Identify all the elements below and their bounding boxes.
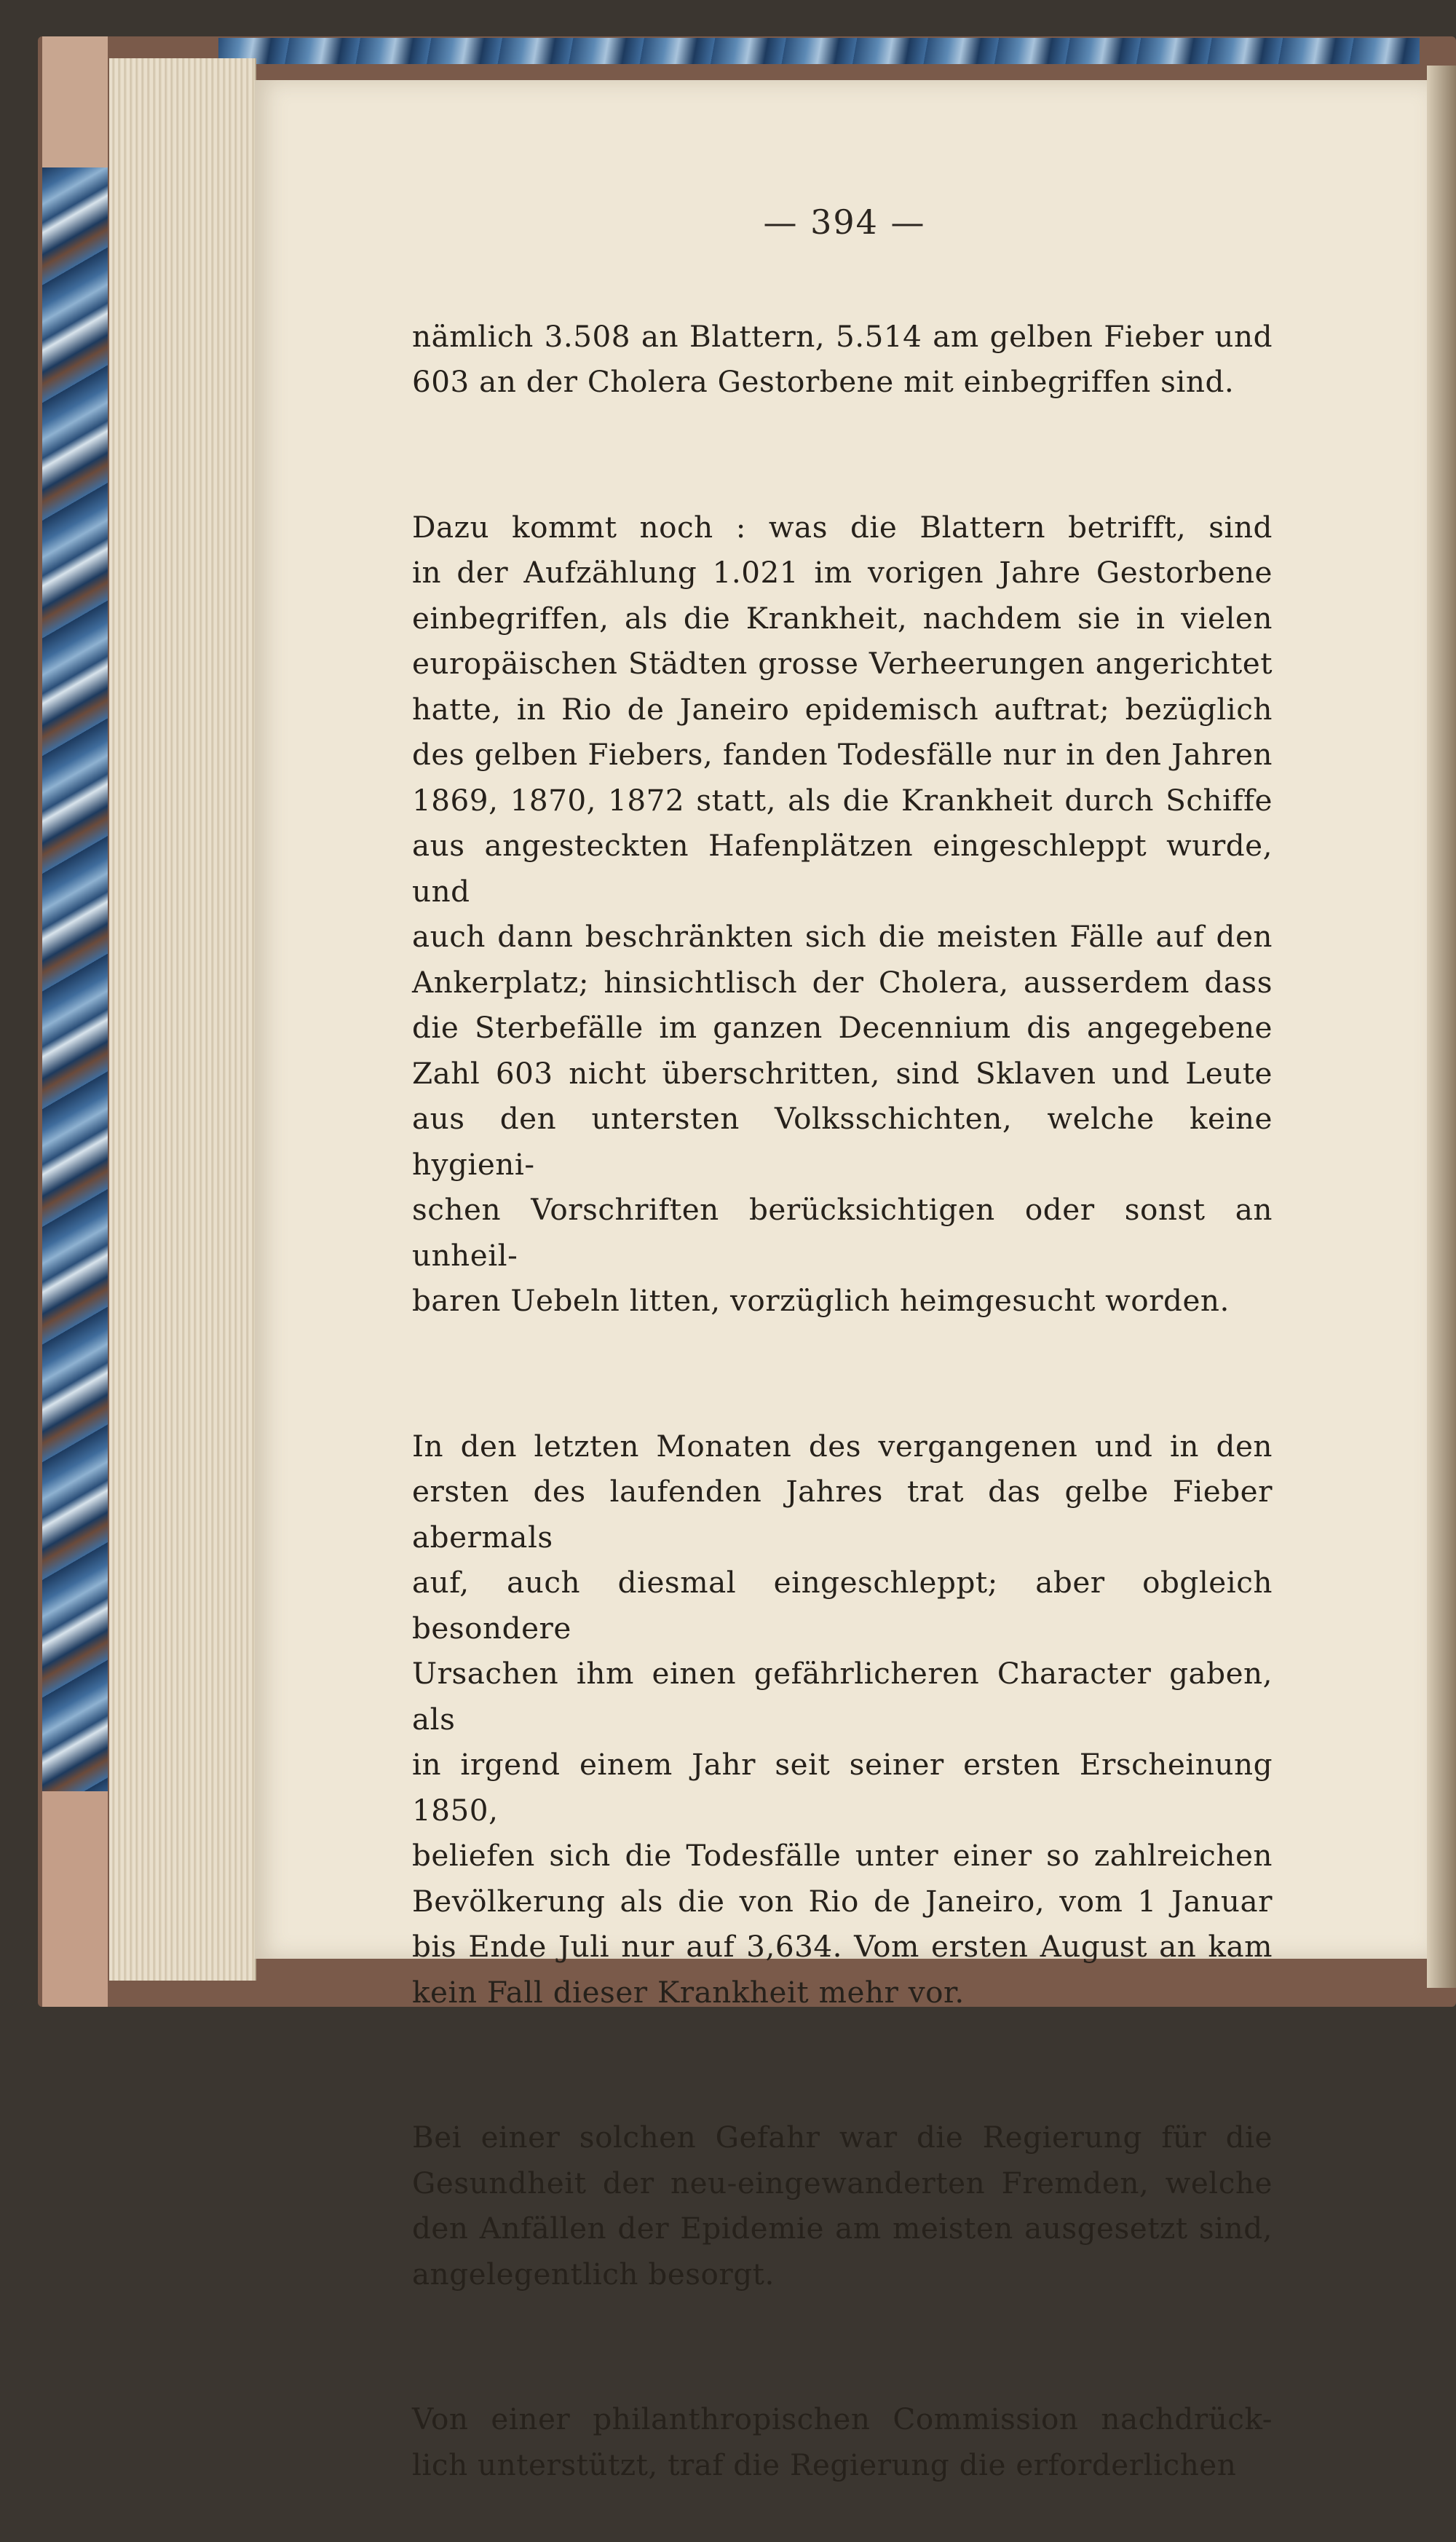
- paragraph-3: [412, 1378, 1273, 2061]
- paragraph-4-last-line: angelegentlich besorgt.: [412, 2256, 775, 2292]
- gutter-shadow: [1427, 66, 1456, 1988]
- paragraph-3-body: In den letzten Monaten des vergangenen und in den ersten des laufenden Jahres trat das gelbe Fieber abermals auf, auch diesmal eingeschleppt; aber obgleich besondere Ursachen ihm einen gefährlicheren Character gaben, als in irgend einem Jahr seit seiner ersten Erscheinung 1850, beliefen sich die Todesfälle unter einer so zahlreichen Bevölkerung als die von Rio de Janeiro, vom 1 Januar bis Ende Juli nur auf 3,634. Vom ersten August an kam: [412, 1428, 1273, 1964]
- paragraph-4: [412, 2069, 1273, 2342]
- paragraph-5: [412, 2351, 1273, 2533]
- spine-cloth-top: [42, 36, 108, 175]
- top-marbled-edge: [218, 38, 1420, 64]
- paragraph-3-last-line: kein Fall dieser Krankheit mehr vor.: [412, 1974, 965, 2010]
- paragraph-2-last-line: baren Uebeln litten, vorzüglich heimgesucht worden.: [412, 1283, 1230, 1318]
- paragraph-2-body: Dazu kommt noch : was die Blattern betrifft, sind in der Aufzählung 1.021 im vorigen Jahre Gestorbene einbegriffen, als die Krankheit, nachdem sie in vielen europäischen Städten grosse Verheerungen angerichtet hatte, in Rio de Janeiro epidemisch auftrat; bezüglich des gelben Fiebers, fanden Todesfälle nur in den Jahren 1869, 1870, 1872 statt, als die Krankheit durch Schiffe aus angesteckten Hafenplätzen eingeschleppt wurde, und auch dann beschränkten sich die meisten Fälle auf den Ankerplatz; hinsichtlisch der Cholera, ausserdem dass die Sterbefälle im ganzen Decennium dis angegebene Zahl 603 nicht überschritten, sind Sklaven und Leute aus den untersten Volksschichten, welche keine hygieni- schen Vorschriften berücksichtigen oder sonst an unheil-: [412, 509, 1273, 1273]
- paragraph-1-body: nämlich 3.508 an Blattern, 5.514 am gelben Fieber und: [412, 318, 1273, 354]
- page-number-header: — 394 —: [763, 202, 926, 242]
- marbled-edge: [42, 167, 108, 1799]
- page-stack-edges: [109, 58, 256, 1981]
- paragraph-5-body: Von einer philanthropischen Commission nachdrück-: [412, 2401, 1273, 2436]
- page-body-text: [412, 268, 1273, 2542]
- paragraph-1-last-line: 603 an der Cholera Gestorbene mit einbegriffen sind.: [412, 364, 1235, 399]
- spine-cloth-bottom: [42, 1791, 108, 2007]
- paragraph-4-body: Bei einer solchen Gefahr war die Regierung für die Gesundheit der neu-eingewanderten Fremden, welche den Anfällen der Epidemie am meisten ausgesetzt sind,: [412, 2120, 1273, 2246]
- paragraph-2: [412, 459, 1273, 1369]
- paragraph-1: [412, 268, 1273, 450]
- paragraph-5-last-line: lich unterstützt, traf die Regierung die erforderlichen: [412, 2447, 1237, 2482]
